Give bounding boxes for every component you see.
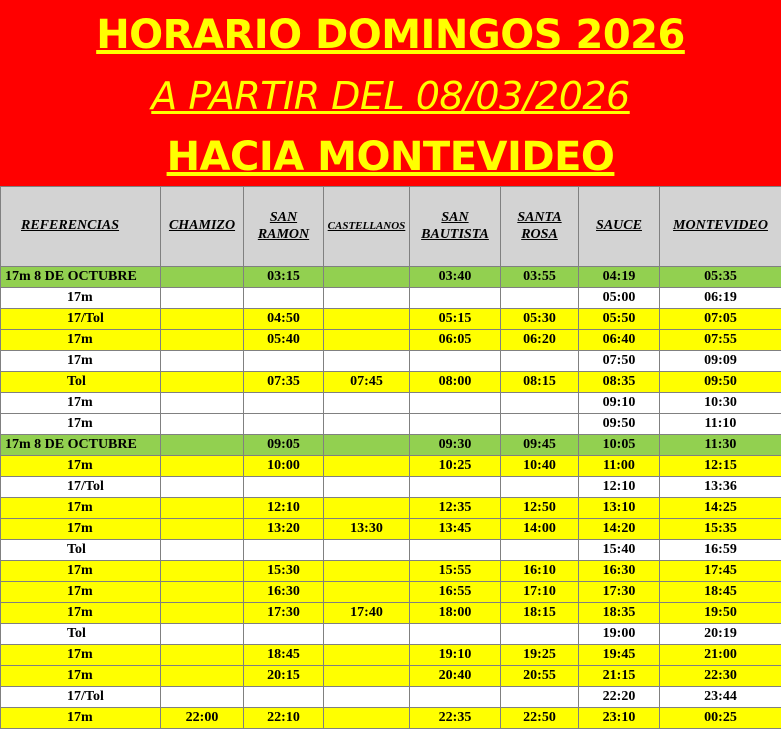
column-header-santa-rosa: SANTA ROSA: [501, 187, 579, 267]
time-cell: [410, 351, 501, 372]
route-reference-cell: Tol: [1, 540, 161, 561]
time-cell: [410, 477, 501, 498]
time-cell: [244, 687, 324, 708]
time-cell: 07:45: [324, 372, 410, 393]
time-cell: 15:40: [579, 540, 660, 561]
column-header-montevideo: MONTEVIDEO: [660, 187, 781, 267]
time-cell: 19:00: [579, 624, 660, 645]
table-row: [1, 351, 781, 372]
route-reference-cell: 17m: [1, 561, 161, 582]
time-cell: 14:00: [501, 519, 579, 540]
time-cell: 14:25: [660, 498, 781, 519]
table-row: [1, 582, 781, 603]
time-cell: 06:05: [410, 330, 501, 351]
time-cell: 07:50: [579, 351, 660, 372]
time-cell: [324, 666, 410, 687]
time-cell: [410, 687, 501, 708]
time-cell: [410, 288, 501, 309]
table-row: [1, 372, 781, 393]
time-cell: [324, 645, 410, 666]
table-row: [1, 456, 781, 477]
time-cell: [324, 309, 410, 330]
table-row: [1, 519, 781, 540]
table-row: [1, 708, 781, 729]
schedule-title: HORARIO DOMINGOS 2026: [96, 12, 685, 58]
time-cell: 17:30: [244, 603, 324, 624]
time-cell: 09:50: [579, 414, 660, 435]
route-reference-cell: Tol: [1, 372, 161, 393]
time-cell: [161, 645, 244, 666]
time-cell: 10:30: [660, 393, 781, 414]
time-cell: [161, 267, 244, 288]
table-row: [1, 687, 781, 708]
time-cell: 18:45: [244, 645, 324, 666]
time-cell: 19:25: [501, 645, 579, 666]
time-cell: 19:10: [410, 645, 501, 666]
time-cell: 09:09: [660, 351, 781, 372]
time-cell: 18:45: [660, 582, 781, 603]
time-cell: [161, 393, 244, 414]
time-cell: [324, 393, 410, 414]
time-cell: [161, 414, 244, 435]
time-cell: 19:45: [579, 645, 660, 666]
time-cell: [244, 477, 324, 498]
time-cell: 21:00: [660, 645, 781, 666]
table-row: [1, 624, 781, 645]
time-cell: [501, 477, 579, 498]
time-cell: [501, 288, 579, 309]
route-reference-cell: 17m 8 DE OCTUBRE: [1, 267, 161, 288]
time-cell: 17:10: [501, 582, 579, 603]
time-cell: [501, 687, 579, 708]
time-cell: 11:00: [579, 456, 660, 477]
time-cell: 23:44: [660, 687, 781, 708]
time-cell: [324, 267, 410, 288]
time-cell: 14:20: [579, 519, 660, 540]
table-row: [1, 540, 781, 561]
time-cell: 03:15: [244, 267, 324, 288]
table-row: [1, 288, 781, 309]
time-cell: 15:30: [244, 561, 324, 582]
column-header-castellanos: CASTELLANOS: [324, 187, 410, 267]
route-reference-cell: 17m: [1, 330, 161, 351]
time-cell: 18:35: [579, 603, 660, 624]
time-cell: [161, 351, 244, 372]
time-cell: [410, 540, 501, 561]
time-cell: 16:30: [244, 582, 324, 603]
time-cell: 22:20: [579, 687, 660, 708]
time-cell: 07:35: [244, 372, 324, 393]
time-cell: 23:10: [579, 708, 660, 729]
time-cell: 15:35: [660, 519, 781, 540]
route-reference-cell: 17m: [1, 582, 161, 603]
route-reference-cell: 17/Tol: [1, 687, 161, 708]
time-cell: 17:45: [660, 561, 781, 582]
time-cell: [161, 540, 244, 561]
route-reference-cell: Tol: [1, 624, 161, 645]
time-cell: [501, 351, 579, 372]
time-cell: 08:00: [410, 372, 501, 393]
time-cell: 05:15: [410, 309, 501, 330]
time-cell: 12:50: [501, 498, 579, 519]
time-cell: 15:55: [410, 561, 501, 582]
time-cell: [501, 414, 579, 435]
table-row: [1, 603, 781, 624]
time-cell: 13:45: [410, 519, 501, 540]
timetable: [0, 186, 781, 729]
time-cell: 13:10: [579, 498, 660, 519]
time-cell: [244, 414, 324, 435]
table-row: [1, 393, 781, 414]
schedule-start-date: A PARTIR DEL 08/03/2026: [151, 74, 630, 118]
time-cell: 09:50: [660, 372, 781, 393]
time-cell: 20:55: [501, 666, 579, 687]
time-cell: [324, 330, 410, 351]
time-cell: [324, 561, 410, 582]
time-cell: [161, 561, 244, 582]
time-cell: 05:00: [579, 288, 660, 309]
table-row: [1, 309, 781, 330]
route-reference-cell: 17m: [1, 666, 161, 687]
route-reference-cell: 17m: [1, 288, 161, 309]
column-header-referencias: REFERENCIAS: [1, 187, 161, 267]
time-cell: [161, 309, 244, 330]
time-cell: 22:10: [244, 708, 324, 729]
time-cell: 06:19: [660, 288, 781, 309]
time-cell: [244, 393, 324, 414]
time-cell: 16:55: [410, 582, 501, 603]
time-cell: 05:50: [579, 309, 660, 330]
time-cell: 18:00: [410, 603, 501, 624]
time-cell: 20:15: [244, 666, 324, 687]
time-cell: [410, 624, 501, 645]
route-reference-cell: 17m: [1, 414, 161, 435]
time-cell: [161, 582, 244, 603]
title-banner: [0, 0, 781, 186]
time-cell: [324, 498, 410, 519]
time-cell: [324, 477, 410, 498]
time-cell: [244, 288, 324, 309]
time-cell: 03:40: [410, 267, 501, 288]
time-cell: 10:00: [244, 456, 324, 477]
time-cell: [161, 519, 244, 540]
time-cell: 04:19: [579, 267, 660, 288]
time-cell: [161, 372, 244, 393]
time-cell: [324, 351, 410, 372]
time-cell: 06:40: [579, 330, 660, 351]
table-row: [1, 435, 781, 456]
time-cell: 10:40: [501, 456, 579, 477]
route-reference-cell: 17m: [1, 456, 161, 477]
time-cell: 12:15: [660, 456, 781, 477]
table-row: [1, 561, 781, 582]
time-cell: [324, 456, 410, 477]
time-cell: 12:10: [244, 498, 324, 519]
time-cell: [324, 708, 410, 729]
route-reference-cell: 17/Tol: [1, 477, 161, 498]
time-cell: [244, 351, 324, 372]
time-cell: [244, 624, 324, 645]
route-reference-cell: 17m: [1, 393, 161, 414]
time-cell: 13:20: [244, 519, 324, 540]
time-cell: 03:55: [501, 267, 579, 288]
time-cell: 11:10: [660, 414, 781, 435]
time-cell: [244, 540, 324, 561]
time-cell: 10:25: [410, 456, 501, 477]
column-header-chamizo: CHAMIZO: [161, 187, 244, 267]
time-cell: [324, 435, 410, 456]
time-cell: 20:40: [410, 666, 501, 687]
time-cell: [161, 435, 244, 456]
time-cell: 10:05: [579, 435, 660, 456]
route-reference-cell: 17m 8 DE OCTUBRE: [1, 435, 161, 456]
time-cell: [324, 540, 410, 561]
time-cell: 09:05: [244, 435, 324, 456]
route-reference-cell: 17m: [1, 351, 161, 372]
time-cell: [324, 687, 410, 708]
time-cell: [161, 603, 244, 624]
time-cell: 05:40: [244, 330, 324, 351]
time-cell: 09:30: [410, 435, 501, 456]
table-row: [1, 414, 781, 435]
time-cell: 11:30: [660, 435, 781, 456]
time-cell: [161, 624, 244, 645]
time-cell: 13:36: [660, 477, 781, 498]
time-cell: [161, 687, 244, 708]
time-cell: [410, 414, 501, 435]
time-cell: [161, 288, 244, 309]
time-cell: 22:30: [660, 666, 781, 687]
time-cell: 06:20: [501, 330, 579, 351]
time-cell: [501, 540, 579, 561]
time-cell: 16:59: [660, 540, 781, 561]
schedule-direction: HACIA MONTEVIDEO: [166, 134, 615, 180]
column-header-sauce: SAUCE: [579, 187, 660, 267]
route-reference-cell: 17/Tol: [1, 309, 161, 330]
route-reference-cell: 17m: [1, 519, 161, 540]
table-row: [1, 645, 781, 666]
time-cell: 09:10: [579, 393, 660, 414]
time-cell: [161, 477, 244, 498]
time-cell: 21:15: [579, 666, 660, 687]
table-row: [1, 330, 781, 351]
time-cell: 07:05: [660, 309, 781, 330]
route-reference-cell: 17m: [1, 708, 161, 729]
time-cell: 17:30: [579, 582, 660, 603]
time-cell: 13:30: [324, 519, 410, 540]
route-reference-cell: 17m: [1, 498, 161, 519]
time-cell: [161, 456, 244, 477]
time-cell: [410, 393, 501, 414]
time-cell: [324, 624, 410, 645]
time-cell: 07:55: [660, 330, 781, 351]
time-cell: [324, 414, 410, 435]
time-cell: [161, 330, 244, 351]
time-cell: 16:30: [579, 561, 660, 582]
time-cell: 18:15: [501, 603, 579, 624]
timetable-body: [1, 267, 781, 729]
time-cell: 19:50: [660, 603, 781, 624]
route-reference-cell: 17m: [1, 603, 161, 624]
time-cell: [161, 498, 244, 519]
time-cell: 20:19: [660, 624, 781, 645]
time-cell: 09:45: [501, 435, 579, 456]
time-cell: 08:35: [579, 372, 660, 393]
table-row: [1, 267, 781, 288]
time-cell: 05:35: [660, 267, 781, 288]
time-cell: [161, 666, 244, 687]
time-cell: [501, 393, 579, 414]
time-cell: [501, 624, 579, 645]
time-cell: 17:40: [324, 603, 410, 624]
column-header-san-bautista: SAN BAUTISTA: [410, 187, 501, 267]
time-cell: 12:10: [579, 477, 660, 498]
time-cell: 22:35: [410, 708, 501, 729]
time-cell: 00:25: [660, 708, 781, 729]
time-cell: 04:50: [244, 309, 324, 330]
table-row: [1, 498, 781, 519]
route-reference-cell: 17m: [1, 645, 161, 666]
table-row: [1, 666, 781, 687]
time-cell: 05:30: [501, 309, 579, 330]
time-cell: 08:15: [501, 372, 579, 393]
time-cell: 16:10: [501, 561, 579, 582]
column-header-san-ramon: SAN RAMON: [244, 187, 324, 267]
header-row: [1, 187, 781, 267]
time-cell: [324, 288, 410, 309]
time-cell: 22:00: [161, 708, 244, 729]
time-cell: 12:35: [410, 498, 501, 519]
table-row: [1, 477, 781, 498]
time-cell: 22:50: [501, 708, 579, 729]
time-cell: [324, 582, 410, 603]
